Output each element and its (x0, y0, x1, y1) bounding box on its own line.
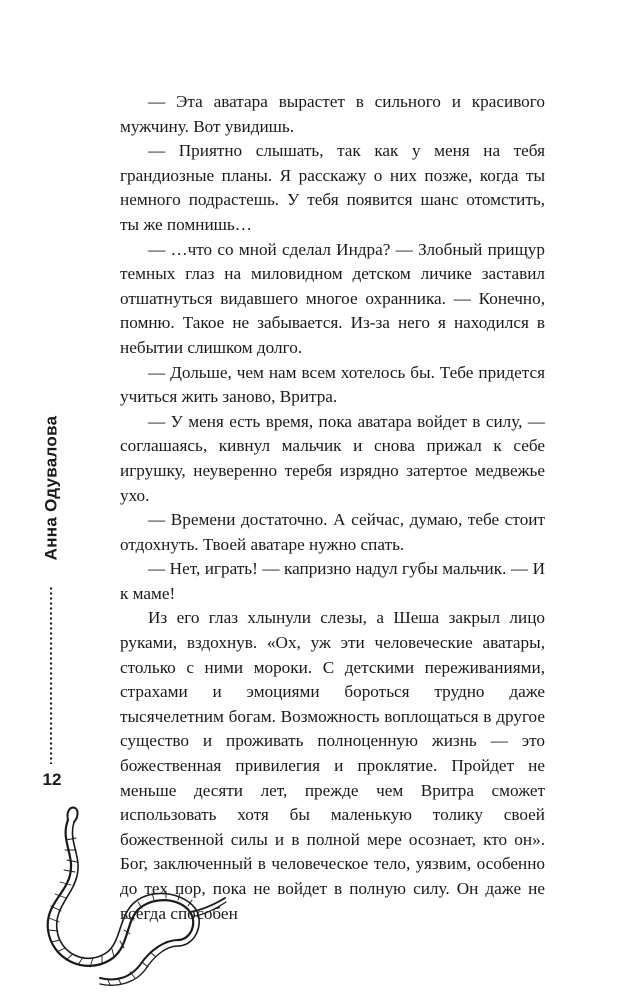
paragraph: — Эта аватара вырастет в сильного и красивого мужчину. Вот увидишь. (120, 92, 545, 136)
paragraph: Из его глаз хлынули слезы, а Шеша закрыл лицо руками, вздохнув. «Ох, уж эти человеческие аватары, столько с ними мороки. С детскими переживаниями, страхами и эмоциями бороться трудно даже тысячелетним богам. Возможность воплощаться в другое существо и проживать полноценную жизнь — это божественная привилегия и проклятие. Пройдет не меньше десяти лет, прежде чем Вритра сможет использовать хотя бы маленькую толику своей божественной силы и в полной мере осознает, кто он». Бог, заключенный в человеческое тело, уязвим, особенно до тех пор, пока не войдет в полную силу. Он даже не всегда способен (120, 608, 545, 923)
paragraph: — Приятно слышать, так как у меня на тебя грандиозные планы. Я расскажу о них позже, когда ты немного подрастешь. У тебя появится шанс отомстить, ты же помнишь… (120, 141, 545, 234)
paragraph: — Нет, играть! — капризно надул губы мальчик. — И к маме! (120, 559, 545, 603)
paragraph: — У меня есть время, пока аватара войдет в силу, — соглашаясь, кивнул мальчик и снова прижал к себе игрушку, неуверенно теребя изрядно затертое медвежье ухо. (120, 411, 545, 505)
page-sidebar (36, 398, 66, 798)
main-text (120, 90, 545, 926)
paragraph: — …что со мной сделал Индра? — Злобный прищур темных глаз на миловидном детском личике заставил отшатнуться видавшего многое охранника. — Конечно, помню. Такое не забывается. Из-за него я находился в небытии слишком долго. (120, 239, 545, 357)
paragraph: — Дольше, чем нам всем хотелось бы. Тебе придется учиться жить заново, Вритра. (120, 362, 545, 407)
author-name: Анна Одувалова (41, 415, 61, 561)
paragraph: — Времени достаточно. А сейчас, думаю, тебе стоит отдохнуть. Твоей аватаре нужно спать. (120, 510, 545, 554)
dotted-rule (49, 586, 53, 764)
author-name-container (36, 398, 66, 578)
page-number: 12 (42, 770, 62, 789)
